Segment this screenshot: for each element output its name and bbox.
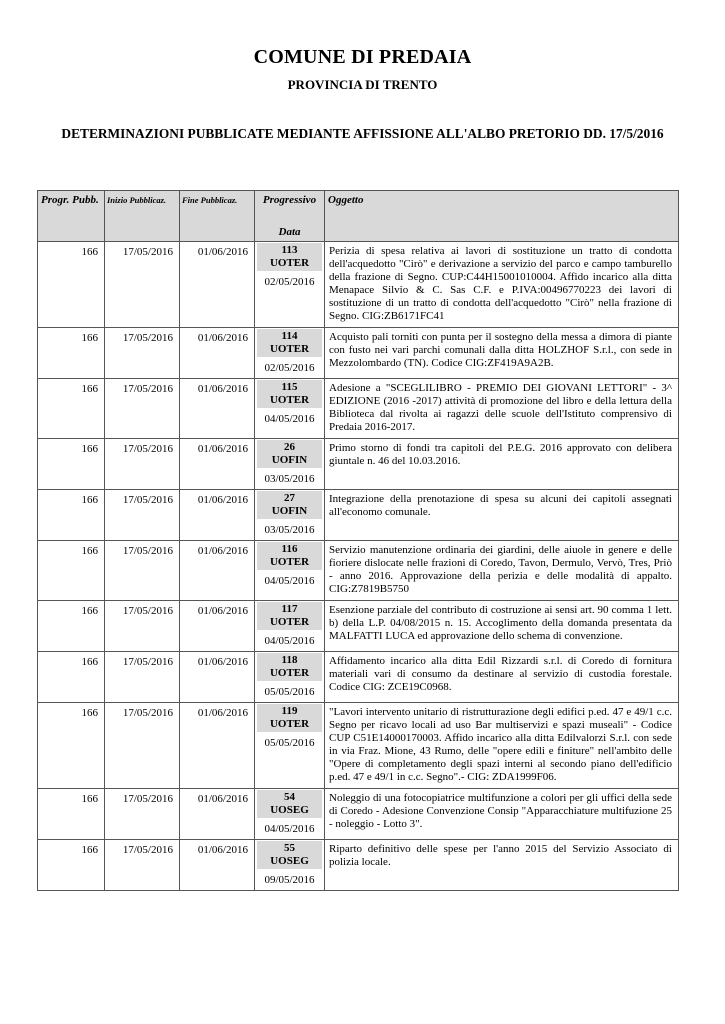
cell-progressivo xyxy=(255,789,325,840)
cell-progr-pubb: 166 xyxy=(38,840,105,891)
progressivo-office: UOTER xyxy=(269,616,310,628)
cell-oggetto: Esenzione parziale del contributo di costruzione ai sensi art. 90 comma 1 lett. b) della L.P. 04/08/2015 n. 15. Accoglimento della domanda presentata da MALFATTI LUCA ed approvazione dello schema di convenzione. xyxy=(325,601,679,652)
cell-progr-pubb: 166 xyxy=(38,652,105,703)
cell-progr-pubb: 166 xyxy=(38,601,105,652)
document-title: COMUNE DI PREDAIA xyxy=(253,46,472,68)
progressivo-badge xyxy=(257,243,322,271)
cell-oggetto: "Lavori intervento unitario di ristrutturazione degli edifici p.ed. 47 e 49/1 c.c. Segno per ricavo locali ad uso Bar multiservizi e spazi museali" - Codice CUP C51E14000170003. Affido incarico alla ditta Edilvalorzi S.r.l. con sede in via Fraz. Mione, 43 Rumo, delle "opere edili e finiture" nell'ambito delle "Opere di completamento degli spazi interni al secondo piano dell'edificio p.ed. 47 e 49/1 in c.c. Segno".- CIG: ZDA1999F06. xyxy=(325,703,679,789)
progressivo-number: 55 xyxy=(284,842,295,854)
cell-fine: 01/06/2016 xyxy=(180,840,255,891)
table-row xyxy=(38,439,679,490)
cell-fine: 01/06/2016 xyxy=(180,490,255,541)
progressivo-office: UOFIN xyxy=(271,505,308,517)
progressivo-date: 02/05/2016 xyxy=(264,362,315,374)
cell-fine: 01/06/2016 xyxy=(180,789,255,840)
table-row xyxy=(38,328,679,379)
cell-fine: 01/06/2016 xyxy=(180,601,255,652)
cell-progressivo xyxy=(255,652,325,703)
table-row xyxy=(38,541,679,601)
progressivo-number: 119 xyxy=(281,705,298,717)
cell-progr-pubb: 166 xyxy=(38,379,105,439)
progressivo-number: 27 xyxy=(284,492,295,504)
progressivo-number: 114 xyxy=(281,330,298,342)
cell-fine: 01/06/2016 xyxy=(180,541,255,601)
cell-progressivo xyxy=(255,490,325,541)
cell-progressivo xyxy=(255,439,325,490)
cell-progr-pubb: 166 xyxy=(38,490,105,541)
progressivo-date: 04/05/2016 xyxy=(264,635,315,647)
cell-oggetto: Primo storno di fondi tra capitoli del P.E.G. 2016 approvato con delibera giuntale n. 46 del 10.03.2016. xyxy=(325,439,679,490)
progressivo-office: UOTER xyxy=(269,718,310,730)
cell-progr-pubb: 166 xyxy=(38,439,105,490)
cell-oggetto: Servizio manutenzione ordinaria dei giardini, delle aiuole in genere e delle fioriere dislocate nelle frazioni di Coredo, Tavon, Dermulo, Vervò, Tres, Priò - anno 2016. Approvazione della perizia e delle modalità di appalto. CIG:Z7819B5750 xyxy=(325,541,679,601)
col-header-progr-pubb: Progr. Pubb. xyxy=(38,191,105,242)
col-header-fine: Fine Pubblicaz. xyxy=(180,191,255,242)
cell-inizio: 17/05/2016 xyxy=(105,379,180,439)
cell-progressivo xyxy=(255,541,325,601)
progressivo-office: UOTER xyxy=(269,556,310,568)
cell-inizio: 17/05/2016 xyxy=(105,652,180,703)
table-header-row xyxy=(38,191,679,242)
progressivo-office: UOSEG xyxy=(270,855,309,867)
cell-inizio: 17/05/2016 xyxy=(105,490,180,541)
cell-oggetto: Adesione a "SCEGLILIBRO - PREMIO DEI GIOVANI LETTORI" - 3^ EDIZIONE (2016 -2017) attività di promozione del libro e della lettura della Biblioteca dal rivolta ai ragazzi delle scuole dell'Istituto comprensivo di Predaia 2016-2017. xyxy=(325,379,679,439)
progressivo-badge xyxy=(257,440,322,468)
cell-progressivo xyxy=(255,328,325,379)
cell-oggetto: Perizia di spesa relativa ai lavori di sostituzione un tratto di condotta dell'acquedotto "Cirò" e derivazione a servizio del parco e campo tamburello della frazione di Segno. CUP:C44H15001010004. Affido incarico alla ditta Menapace Silvio & C. Sas C.F. e P.IVA:00496770223 dei lavori di sostituzione di un tratto di condotta dell'acquedotto "Cirò" nella frazione di Segno. CIG:ZB6171FC41 xyxy=(325,242,679,328)
progressivo-date: 09/05/2016 xyxy=(264,874,315,886)
progressivo-date: 03/05/2016 xyxy=(264,473,315,485)
cell-inizio: 17/05/2016 xyxy=(105,703,180,789)
cell-fine: 01/06/2016 xyxy=(180,439,255,490)
cell-progressivo xyxy=(255,379,325,439)
table-row xyxy=(38,242,679,328)
progressivo-office: UOTER xyxy=(269,667,310,679)
cell-progr-pubb: 166 xyxy=(38,328,105,379)
cell-inizio: 17/05/2016 xyxy=(105,789,180,840)
table-row xyxy=(38,601,679,652)
col-header-progressivo-label: Progressivo xyxy=(262,194,317,206)
document-subtitle: PROVINCIA DI TRENTO xyxy=(287,77,438,92)
progressivo-number: 113 xyxy=(281,244,298,256)
progressivo-number: 26 xyxy=(284,441,295,453)
table-body xyxy=(38,242,679,891)
progressivo-badge xyxy=(257,704,322,732)
progressivo-badge xyxy=(257,491,322,519)
cell-inizio: 17/05/2016 xyxy=(105,840,180,891)
progressivo-office: UOFIN xyxy=(271,454,308,466)
cell-progr-pubb: 166 xyxy=(38,789,105,840)
cell-progr-pubb: 166 xyxy=(38,703,105,789)
cell-progressivo xyxy=(255,242,325,328)
cell-progressivo xyxy=(255,840,325,891)
table-row xyxy=(38,379,679,439)
progressivo-badge xyxy=(257,790,322,818)
col-header-oggetto: Oggetto xyxy=(325,191,679,242)
progressivo-badge xyxy=(257,841,322,869)
cell-oggetto: Integrazione della prenotazione di spesa su alcuni dei capitoli assegnati all'economo comunale. xyxy=(325,490,679,541)
progressivo-number: 117 xyxy=(281,603,298,615)
progressivo-number: 54 xyxy=(284,791,295,803)
document-heading: DETERMINAZIONI PUBBLICATE MEDIANTE AFFISSIONE ALL'ALBO PRETORIO DD. 17/5/2016 xyxy=(61,126,664,141)
progressivo-date: 04/05/2016 xyxy=(264,575,315,587)
progressivo-badge xyxy=(257,329,322,357)
cell-inizio: 17/05/2016 xyxy=(105,601,180,652)
progressivo-number: 115 xyxy=(281,381,298,393)
table-row xyxy=(38,490,679,541)
cell-inizio: 17/05/2016 xyxy=(105,439,180,490)
progressivo-date: 04/05/2016 xyxy=(264,413,315,425)
cell-inizio: 17/05/2016 xyxy=(105,242,180,328)
progressivo-date: 02/05/2016 xyxy=(264,276,315,288)
cell-progr-pubb: 166 xyxy=(38,242,105,328)
col-header-inizio: Inizio Pubblicaz. xyxy=(105,191,180,242)
progressivo-date: 05/05/2016 xyxy=(264,686,315,698)
progressivo-badge xyxy=(257,542,322,570)
cell-inizio: 17/05/2016 xyxy=(105,328,180,379)
table-row xyxy=(38,652,679,703)
determinations-table xyxy=(37,190,679,891)
progressivo-office: UOTER xyxy=(269,394,310,406)
cell-fine: 01/06/2016 xyxy=(180,652,255,703)
cell-fine: 01/06/2016 xyxy=(180,379,255,439)
cell-progressivo xyxy=(255,601,325,652)
progressivo-date: 03/05/2016 xyxy=(264,524,315,536)
cell-oggetto: Noleggio di una fotocopiatrice multifunzione a colori per gli uffici della sede di Coredo - Adesione Convenzione Consip "Apparacchiature multifuzione 25 - noleggio - Lotto 3". xyxy=(325,789,679,840)
progressivo-office: UOTER xyxy=(269,343,310,355)
cell-progr-pubb: 166 xyxy=(38,541,105,601)
progressivo-badge xyxy=(257,602,322,630)
progressivo-office: UOSEG xyxy=(270,804,309,816)
col-header-progressivo xyxy=(255,191,325,242)
cell-inizio: 17/05/2016 xyxy=(105,541,180,601)
cell-oggetto: Riparto definitivo delle spese per l'anno 2015 del Servizio Associato di polizia locale. xyxy=(325,840,679,891)
progressivo-office: UOTER xyxy=(269,257,310,269)
cell-progressivo xyxy=(255,703,325,789)
col-header-data-label: Data xyxy=(278,226,301,238)
table-row xyxy=(38,840,679,891)
table-row xyxy=(38,703,679,789)
cell-oggetto: Affidamento incarico alla ditta Edil Rizzardi s.r.l. di Coredo di fornitura materiali vari di consumo da destinare al servizio di custodia forestale. Codice CIG: ZCE19C0968. xyxy=(325,652,679,703)
progressivo-number: 116 xyxy=(281,543,298,555)
progressivo-date: 05/05/2016 xyxy=(264,737,315,749)
progressivo-badge xyxy=(257,653,322,681)
progressivo-date: 04/05/2016 xyxy=(264,823,315,835)
cell-fine: 01/06/2016 xyxy=(180,242,255,328)
progressivo-badge xyxy=(257,380,322,408)
table-row xyxy=(38,789,679,840)
progressivo-number: 118 xyxy=(281,654,298,666)
cell-fine: 01/06/2016 xyxy=(180,328,255,379)
cell-oggetto: Acquisto pali torniti con punta per il sostegno della messa a dimora di piante con fusto nei vari parchi comunali dalla ditta HOLZHOF S.r.l., con sede in Mezzolombardo (TN). Codice CIG:ZF419A9A2B. xyxy=(325,328,679,379)
cell-fine: 01/06/2016 xyxy=(180,703,255,789)
